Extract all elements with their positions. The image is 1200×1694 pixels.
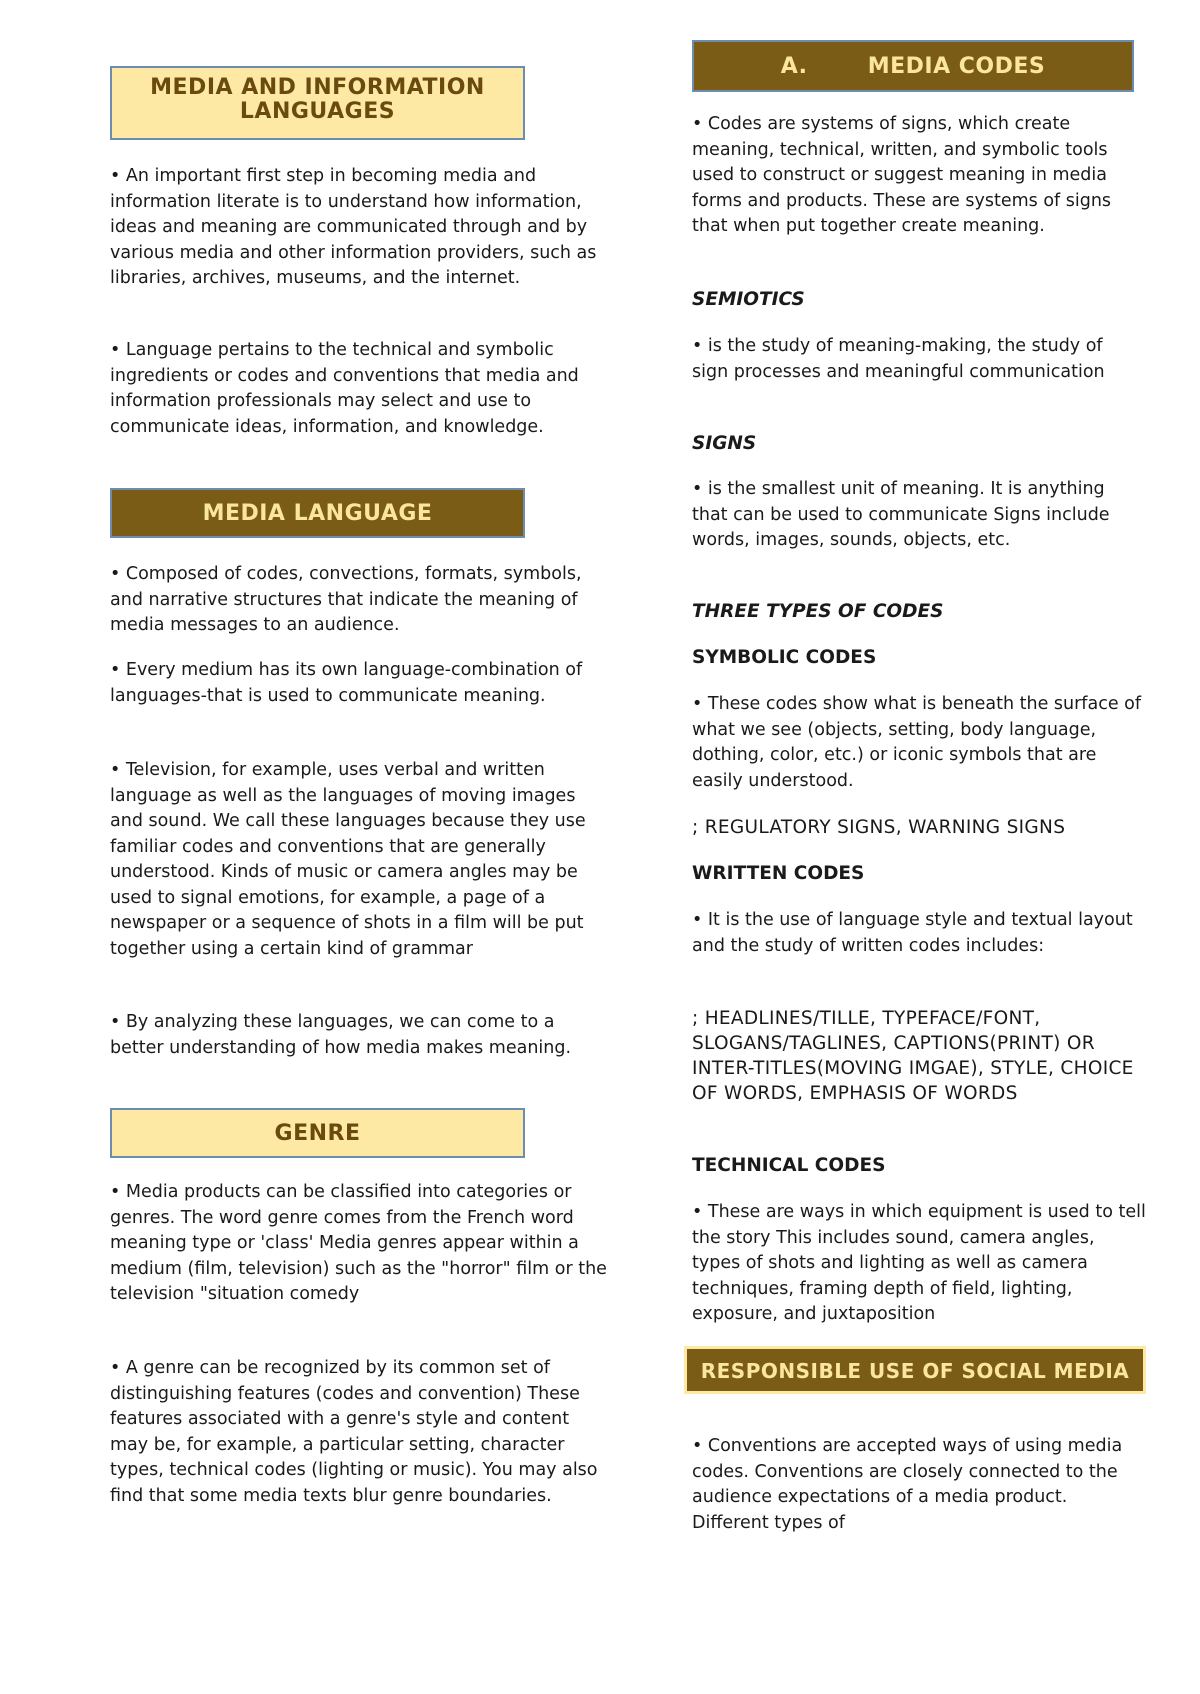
- media-codes-banner: [692, 40, 1134, 92]
- written-codes-paragraph: • It is the use of language style and textual layout and the study of written codes includes:: [692, 910, 1133, 956]
- symbolic-codes-examples: ; REGULATORY SIGNS, WARNING SIGNS: [692, 817, 1066, 838]
- media-codes-paragraph: • Codes are systems of signs, which create meaning, technical, written, and symbolic tools used to construct or suggest meaning in media forms and products. These are systems of signs that when put together create meaning.: [692, 114, 1112, 236]
- genre-heading: GENRE: [274, 1121, 361, 1146]
- mil-paragraph-1: • An important first step in becoming media and information literate is to understand how information, ideas and meaning are communicated through and by various media and other information providers, such as libraries, archives, museums, and the internet.: [110, 166, 597, 288]
- media-language-banner: [110, 488, 525, 538]
- written-codes-examples: ; HEADLINES/TILLE, TYPEFACE/FONT, SLOGANS/TAGLINES, CAPTIONS(PRINT) OR INTER-TITLES(MOVING IMGAE), STYLE, CHOICE OF WORDS, EMPHASIS OF WORDS: [692, 1008, 1134, 1104]
- three-types-heading: THREE TYPES OF CODES: [692, 601, 944, 622]
- semiotics-heading: SEMIOTICS: [692, 289, 805, 310]
- technical-codes-paragraph: • These are ways in which equipment is used to tell the story This includes sound, camera angles, types of shots and lighting as well as camera techniques, framing depth of field, lighting, exposure, and juxtaposition: [692, 1202, 1146, 1324]
- social-media-heading: RESPONSIBLE USE OF SOCIAL MEDIA: [700, 1359, 1130, 1383]
- genre-paragraph-2: • A genre can be recognized by its common set of distinguishing features (codes and convention) These features associated with a genre's style and content may be, for example, a particular setting, character types, technical codes (lighting or music). You may also find that some media texts blur genre boundaries.: [110, 1358, 598, 1506]
- media-codes-letter: A.: [780, 54, 808, 79]
- genre-banner: [110, 1108, 525, 1158]
- media-language-paragraph-3: • Television, for example, uses verbal and written language as well as the languages of moving images and sound. We call these languages because they use familiar codes and conventions that are generally understood. Kinds of music or camera angles may be used to signal emotions, for example, a page of a newspaper or a sequence of shots in a film will be put together using a certain kind of grammar: [110, 760, 586, 959]
- signs-paragraph: • is the smallest unit of meaning. It is anything that can be used to communicate Signs include words, images, sounds, objects, etc.: [692, 479, 1110, 550]
- media-language-paragraph-1: • Composed of codes, convections, formats, symbols, and narrative structures that indicate the meaning of media messages to an audience.: [110, 564, 582, 635]
- semiotics-paragraph: • is the study of meaning-making, the study of sign processes and meaningful communication: [692, 336, 1105, 382]
- symbolic-codes-paragraph: • These codes show what is beneath the surface of what we see (objects, setting, body language, dothing, color, etc.) or iconic symbols that are easily understood.: [692, 694, 1142, 791]
- genre-paragraph-1: • Media products can be classified into categories or genres. The word genre comes from the French word meaning type or 'class' Media genres appear within a medium (film, television) such as the "horror" film or the television "situation comedy: [110, 1182, 607, 1304]
- media-language-paragraph-2: • Every medium has its own language-combination of languages-that is used to communicate meaning.: [110, 660, 583, 706]
- written-codes-heading: WRITTEN CODES: [692, 863, 865, 884]
- media-language-paragraph-4: • By analyzing these languages, we can come to a better understanding of how media makes meaning.: [110, 1012, 572, 1058]
- symbolic-codes-heading: SYMBOLIC CODES: [692, 647, 877, 668]
- signs-heading: SIGNS: [692, 433, 757, 454]
- social-media-banner: [684, 1346, 1146, 1394]
- mil-heading: MEDIA AND INFORMATION LANGUAGES: [150, 75, 485, 124]
- media-codes-heading: MEDIA CODES: [867, 54, 1046, 79]
- conventions-paragraph: • Conventions are accepted ways of using media codes. Conventions are closely connected to the audience expectations of a media product. Different types of: [692, 1436, 1123, 1533]
- technical-codes-heading: TECHNICAL CODES: [692, 1155, 886, 1176]
- mil-paragraph-2: • Language pertains to the technical and symbolic ingredients or codes and conventions that media and information professionals may select and use to communicate ideas, information, and knowledge.: [110, 340, 579, 437]
- media-language-heading: MEDIA LANGUAGE: [202, 501, 433, 526]
- mil-heading-banner: [110, 66, 525, 140]
